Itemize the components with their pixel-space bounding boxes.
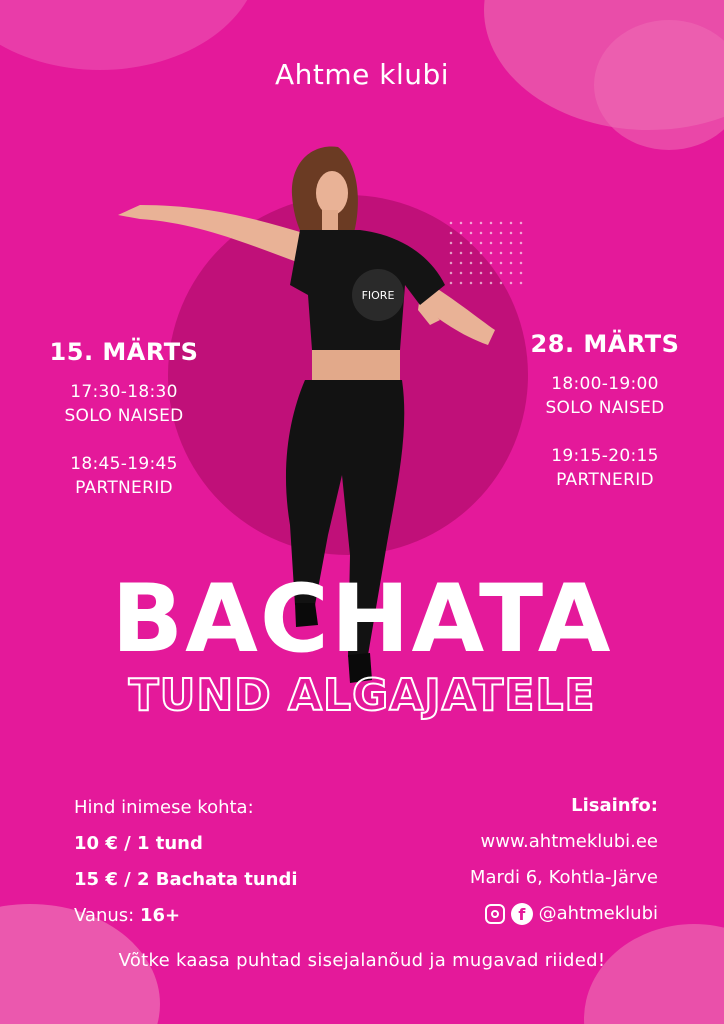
info-block bbox=[470, 788, 658, 932]
pricing-block bbox=[74, 790, 298, 934]
website-link[interactable]: www.ahtmeklubi.ee bbox=[480, 831, 658, 852]
address: Mardi 6, Kohtla-Järve bbox=[469, 867, 658, 888]
instagram-icon[interactable] bbox=[485, 904, 505, 924]
slot-time: 17:30-18:30 bbox=[70, 382, 178, 402]
info-heading: Lisainfo: bbox=[571, 795, 658, 816]
age-label: Vanus: bbox=[74, 905, 135, 926]
slot-time: 18:00-19:00 bbox=[551, 374, 659, 394]
slot-time: 19:15-20:15 bbox=[551, 446, 659, 466]
pricing-label: Hind inimese kohta: bbox=[74, 797, 254, 818]
slot-group: PARTNERID bbox=[556, 470, 654, 490]
club-name: Ahtme klubi bbox=[274, 58, 450, 91]
price-one: 10 € / 1 tund bbox=[74, 833, 203, 854]
slot-group: SOLO NAISED bbox=[545, 398, 665, 418]
slot-time: 18:45-19:45 bbox=[70, 454, 178, 474]
age-line bbox=[74, 898, 298, 934]
main-title: BACHATA bbox=[111, 565, 613, 674]
age-value: 16+ bbox=[139, 905, 181, 926]
session-right bbox=[510, 330, 700, 492]
slot-group: PARTNERID bbox=[75, 478, 173, 498]
session-left bbox=[38, 338, 210, 500]
footer-note: Võtke kaasa puhtad sisejalanõud ja mugavad riided! bbox=[118, 950, 606, 971]
shirt-logo: FIORE bbox=[361, 289, 395, 302]
facebook-icon[interactable]: f bbox=[511, 903, 533, 925]
price-two: 15 € / 2 Bachata tundi bbox=[74, 869, 298, 890]
sub-title: TUND ALGAJATELE bbox=[128, 670, 596, 721]
decor-blob bbox=[584, 924, 724, 1024]
social-handle[interactable]: @ahtmeklubi bbox=[538, 903, 658, 924]
session-date: 15. MÄRTS bbox=[49, 338, 199, 366]
slot-group: SOLO NAISED bbox=[64, 406, 184, 426]
session-date: 28. MÄRTS bbox=[530, 330, 680, 358]
social-line bbox=[470, 896, 658, 932]
